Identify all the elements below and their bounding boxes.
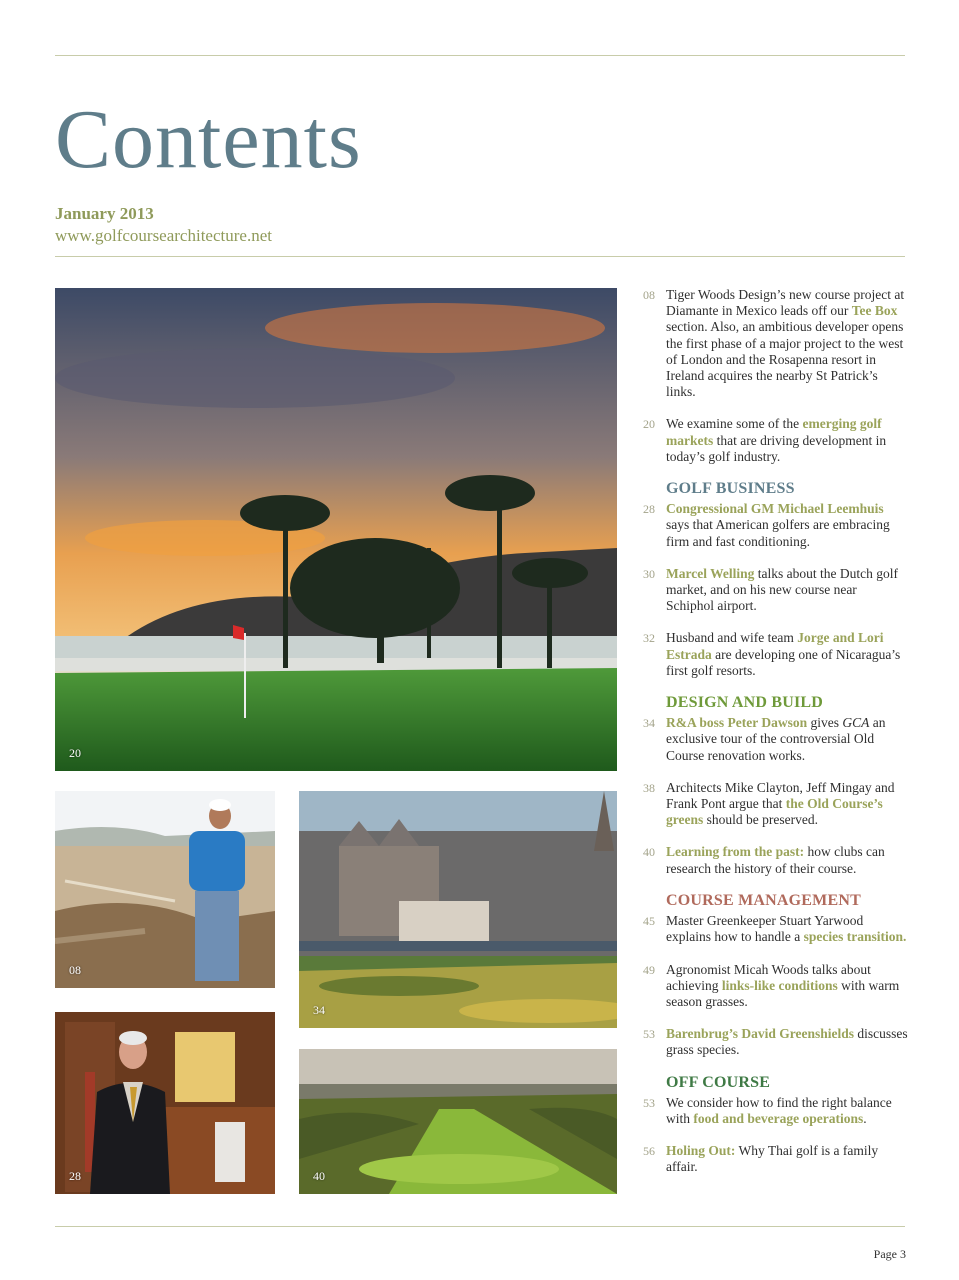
toc-highlight: Tee Box xyxy=(851,303,898,319)
toc-highlight: links-like conditions xyxy=(721,977,838,993)
toc-highlight: food and beverage operations xyxy=(693,1110,864,1126)
toc-highlight: species transition. xyxy=(803,929,907,945)
photo-construction-site xyxy=(55,791,275,988)
footer-rule xyxy=(55,1226,905,1227)
toc-text: with warm season grasses. xyxy=(666,977,900,1009)
page-title: Contents xyxy=(55,93,362,186)
toc-page-number: 40 xyxy=(643,845,655,860)
toc-highlight: Congressional GM Michael Leemhuis xyxy=(666,501,884,517)
section-heading-design-build: DESIGN AND BUILD xyxy=(666,694,824,712)
toc-highlight: emerging golf markets xyxy=(666,416,882,448)
toc-text: Architects Mike Clayton, Jeff Mingay and Frank Pont argue that xyxy=(666,779,895,812)
toc-text: are developing one of Nicaragua’s first golf resorts. xyxy=(666,646,901,678)
toc-entry[interactable] xyxy=(643,416,908,465)
toc-page-number: 28 xyxy=(643,502,655,517)
toc-page-number: 53 xyxy=(643,1027,655,1042)
toc-page-number: 38 xyxy=(643,780,655,795)
toc-text: We consider how to find the right balance with xyxy=(666,1094,892,1126)
photo-fairway xyxy=(299,1049,617,1194)
toc-text: should be preserved. xyxy=(703,812,818,828)
section-heading-course-management: COURSE MANAGEMENT xyxy=(666,891,861,909)
toc-page-number: 20 xyxy=(643,417,655,432)
toc-text: We examine some of the xyxy=(666,416,803,432)
photo-old-course-town xyxy=(299,791,617,1028)
toc-entry[interactable] xyxy=(643,1095,908,1127)
photo-page-number: 40 xyxy=(313,1169,325,1183)
toc-text: . xyxy=(863,1110,867,1126)
toc-text: Agronomist Micah Woods talks about achieving xyxy=(666,961,871,993)
issue-date: January 2013 xyxy=(55,204,154,223)
toc-highlight: R&A boss Peter Dawson xyxy=(666,715,808,731)
photo-page-number: 08 xyxy=(69,963,81,977)
toc-highlight: Marcel Welling xyxy=(666,565,755,581)
toc-highlight: Jorge and Lori Estrada xyxy=(666,630,884,662)
toc-entry[interactable] xyxy=(643,962,908,1011)
toc-text: says that American golfers are embracing firm and fast conditioning. xyxy=(666,517,890,549)
toc-entry[interactable] xyxy=(643,844,908,876)
toc-text: section. Also, an ambitious developer opens the first phase of a major project to the west of London and the Rosapenna resort in Ireland acquires the nearby St Patrick’s links. xyxy=(666,319,904,400)
photo-page-number: 20 xyxy=(69,746,81,760)
toc-highlight: Learning from the past: xyxy=(666,844,805,860)
photo-sunset-beach xyxy=(55,288,617,771)
table-of-contents xyxy=(643,287,908,1192)
toc-entry[interactable] xyxy=(643,566,908,615)
page-number: Page 3 xyxy=(873,1247,906,1261)
toc-page-number: 56 xyxy=(643,1144,655,1159)
toc-text: Husband and wife team xyxy=(666,630,798,646)
toc-page-number: 34 xyxy=(643,716,655,731)
section-heading-golf-business: GOLF BUSINESS xyxy=(666,480,795,498)
toc-entry[interactable] xyxy=(643,715,908,764)
toc-page-number: 53 xyxy=(643,1095,655,1110)
toc-entry[interactable] xyxy=(643,1143,908,1175)
toc-text: discusses grass species. xyxy=(666,1026,908,1058)
toc-page-number: 45 xyxy=(643,914,655,929)
section-heading-off-course: OFF COURSE xyxy=(666,1073,771,1091)
toc-text: how clubs can research the history of their course. xyxy=(666,844,885,876)
toc-text: talks about the Dutch golf market, and on his new course near Schiphol airport. xyxy=(666,565,898,614)
toc-text: Tiger Woods Design’s new course project at Diamante in Mexico leads off our xyxy=(666,287,905,319)
toc-highlight: the Old Course’s greens xyxy=(666,796,883,828)
toc-entry[interactable] xyxy=(643,780,908,829)
toc-text: an exclusive tour of the controversial Old Course renovation works. xyxy=(666,715,886,763)
toc-entry[interactable] xyxy=(643,913,908,945)
toc-page-number: 30 xyxy=(643,566,655,581)
toc-text: that are driving development in today’s golf industry. xyxy=(666,432,887,464)
photo-club-manager xyxy=(55,1012,275,1194)
toc-text: Master Greenkeeper Stuart Yarwood explains how to handle a xyxy=(666,913,864,945)
top-rule xyxy=(55,55,905,56)
toc-emphasis: GCA xyxy=(842,715,870,731)
photo-page-number: 28 xyxy=(69,1169,81,1183)
toc-page-number: 32 xyxy=(643,631,655,646)
toc-entry[interactable] xyxy=(643,630,908,679)
photo-page-number: 34 xyxy=(313,1003,325,1017)
toc-entry[interactable] xyxy=(643,1026,908,1058)
toc-entry[interactable] xyxy=(643,287,908,400)
toc-text: gives xyxy=(807,715,843,731)
toc-highlight: Holing Out: xyxy=(666,1143,736,1159)
toc-page-number: 49 xyxy=(643,962,655,977)
toc-highlight: Barenbrug’s David Greenshields xyxy=(666,1026,855,1042)
toc-text: Why Thai golf is a family affair. xyxy=(666,1143,879,1175)
toc-page-number: 08 xyxy=(643,288,655,302)
website-link[interactable]: www.golfcoursearchitecture.net xyxy=(55,226,272,245)
header-rule xyxy=(55,256,905,257)
toc-entry[interactable] xyxy=(643,501,908,550)
